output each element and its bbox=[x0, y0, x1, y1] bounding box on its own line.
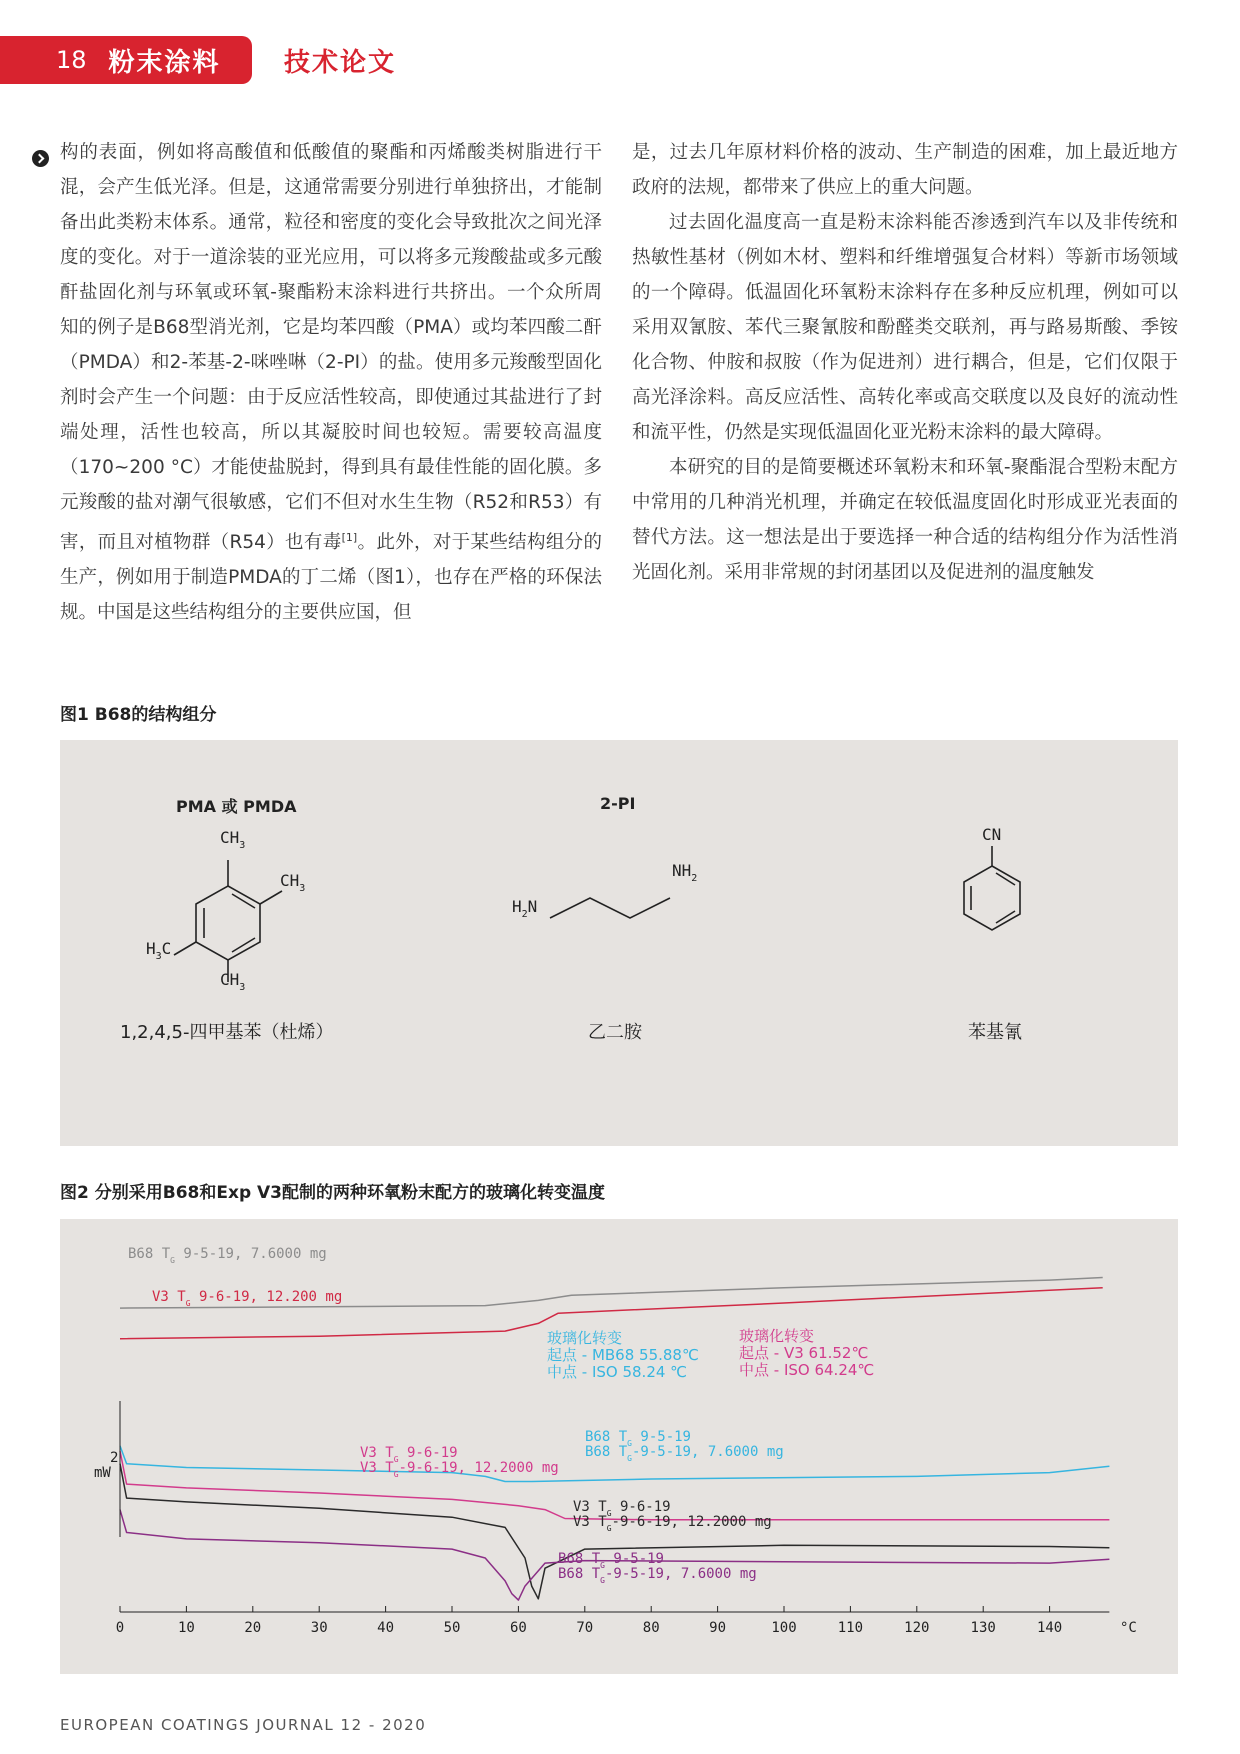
durene-hexagon bbox=[196, 886, 260, 960]
left-column bbox=[60, 135, 602, 630]
figure1-box bbox=[60, 740, 1178, 1146]
x-tick-label: 120 bbox=[904, 1620, 930, 1636]
x-tick-label: 130 bbox=[970, 1620, 996, 1636]
right-paragraph-3: 本研究的目的是简要概述环氧粉末和环氧-聚酯混合型粉末配方中常用的几种消光机理，并确定在较低温度固化时形成亚光表面的替代方法。这一想法是出于要选择一种合适的结构组分作为活性消光固化剂。采用非常规的封闭基团以及促进剂的温度触发 bbox=[632, 457, 1178, 583]
ann-blue-mid: 中点 - ISO 58.24 ℃ bbox=[547, 1363, 688, 1381]
x-tick-label: 90 bbox=[709, 1620, 727, 1636]
label-top-b68: B68 $T_G$ 9-5-19, 7.6000 mg bbox=[128, 1246, 327, 1265]
ch3-bottom-label: $CH_3$ bbox=[220, 970, 246, 993]
page-number: 18 bbox=[56, 46, 87, 74]
scale-value: 2 bbox=[110, 1450, 119, 1466]
section-title: 技术论文 bbox=[284, 48, 397, 78]
magazine-title: 粉末涂料 bbox=[108, 47, 221, 78]
h3c-left-label: $H_3C$ bbox=[146, 939, 172, 962]
dsc-chart bbox=[60, 1219, 1178, 1674]
durene-double-bond-2 bbox=[232, 894, 255, 908]
x-tick-label: 140 bbox=[1036, 1620, 1063, 1636]
x-tick-label: 20 bbox=[244, 1620, 262, 1636]
journal-footer: EUROPEAN COATINGS JOURNAL 12 - 2020 bbox=[60, 1716, 427, 1734]
label-b68-purple-2: B68 $T_G-9-5-19$, 7.6000 mg bbox=[558, 1566, 757, 1585]
pma-label: PMA 或 PMDA bbox=[176, 797, 297, 816]
x-tick-label: 110 bbox=[837, 1620, 864, 1636]
durene-bond-right bbox=[260, 891, 282, 904]
label-v3-pink-1: V3 $T_G$ 9-6-19 bbox=[360, 1445, 458, 1464]
left-paragraph: 构的表面，例如将高酸值和低酸值的聚酯和丙烯酸类树脂进行干混，会产生低光泽。但是，这通常需要分别进行单独挤出，才能制备出此类粉末体系。通常，粒径和密度的变化会导致批次之间光泽度的变化。对于一道涂装的亚光应用，可以将多元羧酸盐或多元酸酐盐固化剂与环氧或环氧-聚酯粉末涂料进行共挤出。一个众所周知的例子是B68型消光剂，它是均苯四酸（PMA）或均苯四酸二酐（PMDA）和2-苯基-2-咪唑啉（2-PI）的盐。使用多元羧酸型固化剂时会产生一个问题：由于反应活性较高，即使通过其盐进行了封端处理，活性也较高，所以其凝胶时间也较短。需要较高温度（170~200 °C）才能使盐脱封，得到具有最佳性能的固化膜。多元羧酸的盐对潮气很敏感，它们不但对水生生物（R52和R53）有害，而且对植物群（R54）也有毒[1]。此外，对于某些结构组分的生产，例如用于制造PMDA的丁二烯（图1），也存在严格的环保法规。中国是这些结构组分的主要供应国，但 bbox=[60, 142, 602, 624]
ch3-right-label: $CH_3$ bbox=[280, 871, 306, 894]
figure1-caption: 图1 B68的结构组分 bbox=[60, 705, 217, 725]
label-b68-blue-1: B68 $T_G$ 9-5-19 bbox=[585, 1429, 691, 1448]
x-tick-label: 80 bbox=[642, 1620, 660, 1636]
benzonitrile-double-bond-2 bbox=[996, 873, 1015, 885]
durene-ring bbox=[174, 860, 282, 982]
x-unit-label: °C bbox=[1120, 1620, 1137, 1636]
nh2-label: $NH_2$ bbox=[672, 861, 698, 884]
ann-blue-title: 玻璃化转变 bbox=[547, 1329, 623, 1347]
header-bar bbox=[0, 36, 252, 84]
ethylenediamine-chain bbox=[550, 898, 670, 918]
mol3-name: 苯基氰 bbox=[968, 1022, 1022, 1043]
ann-pink-mid: 中点 - ISO 64.24℃ bbox=[739, 1361, 875, 1379]
ann-blue-onset: 起点 - MB68 55.88℃ bbox=[547, 1346, 699, 1364]
label-b68-blue-2: B68 $T_G-9-5-19$, 7.6000 mg bbox=[585, 1444, 784, 1463]
right-paragraph-2: 过去固化温度高一直是粉末涂料能否渗透到汽车以及非传统和热敏性基材（例如木材、塑料和纤维增强复合材料）等新市场领域的一个障碍。低温固化环氧粉末涂料存在多种反应机理，例如可以采用双氰胺、苯代三聚氰胺和酚醛类交联剂，再与路易斯酸、季铵化合物、仲胺和叔胺（作为促进剂）进行耦合，但是，它们仅限于高光泽涂料。高反应活性、高转化率或高交联度以及良好的流动性和流平性，仍然是实现低温固化亚光粉末涂料的最大障碍。 bbox=[632, 212, 1178, 443]
ch3-top-label: $CH_3$ bbox=[220, 828, 246, 851]
continue-arrow-icon bbox=[32, 150, 49, 167]
molecule-structures bbox=[60, 740, 1178, 1146]
durene-double-bond-3 bbox=[232, 938, 255, 952]
x-tick-label: 30 bbox=[310, 1620, 328, 1636]
benzonitrile-ring bbox=[964, 846, 1020, 930]
right-paragraph-1: 是，过去几年原材料价格的波动、生产制造的困难，加上最近地方政府的法规，都带来了供应上的重大问题。 bbox=[632, 142, 1178, 198]
h2n-label: $H_2N$ bbox=[512, 897, 538, 920]
label-v3-black-2: V3 $T_G-9-6-19$, 12.2000 mg bbox=[573, 1514, 772, 1533]
benzonitrile-double-bond-3 bbox=[996, 911, 1015, 923]
label-v3-pink-2: V3 $T_G-9-6-19$, 12.2000 mg bbox=[360, 1460, 559, 1479]
right-column bbox=[632, 135, 1178, 590]
x-tick-label: 60 bbox=[509, 1620, 527, 1636]
figure2-box bbox=[60, 1219, 1178, 1674]
label-top-v3: V3 $T_G$ 9-6-19, 12.200 mg bbox=[152, 1289, 343, 1308]
x-tick-label: 10 bbox=[177, 1620, 195, 1636]
label-b68-purple-1: B68 $T_G$ 9-5-19 bbox=[558, 1551, 664, 1570]
figure2-caption: 图2 分别采用B68和Exp V3配制的两种环氧粉末配方的玻璃化转变温度 bbox=[60, 1183, 606, 1203]
scale-unit: mW bbox=[94, 1465, 111, 1481]
ann-pink-title: 玻璃化转变 bbox=[739, 1327, 815, 1345]
x-tick-label: 70 bbox=[576, 1620, 594, 1636]
mol1-name: 1,2,4,5-四甲基苯（杜烯） bbox=[120, 1022, 334, 1043]
x-tick-label: 0 bbox=[115, 1620, 125, 1636]
x-tick-label: 40 bbox=[377, 1620, 395, 1636]
mol2-name: 乙二胺 bbox=[588, 1022, 642, 1043]
ann-pink-onset: 起点 - V3 61.52℃ bbox=[739, 1344, 869, 1362]
x-tick-label: 50 bbox=[443, 1620, 461, 1636]
reference-mark: [1] bbox=[341, 531, 358, 544]
label-v3-black-1: V3 $T_G$ 9-6-19 bbox=[573, 1499, 671, 1518]
cn-label: CN bbox=[982, 825, 1002, 844]
benzonitrile-hexagon bbox=[964, 866, 1020, 930]
2pi-label: 2-PI bbox=[600, 794, 636, 813]
durene-bond-left bbox=[174, 942, 196, 955]
x-tick-label: 100 bbox=[771, 1620, 797, 1636]
chart-labels bbox=[94, 1246, 1137, 1636]
molecule-atom-labels bbox=[146, 825, 1001, 993]
